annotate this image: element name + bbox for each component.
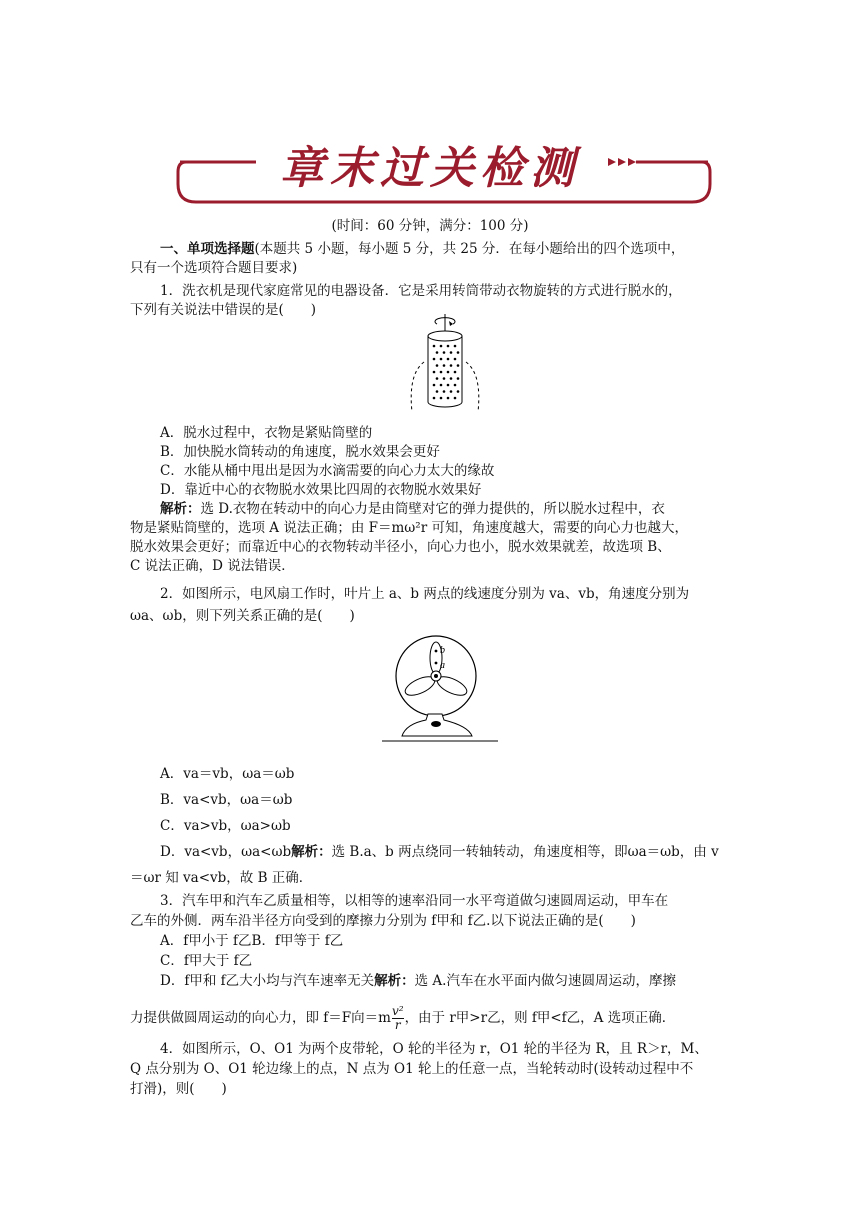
q2-analysis-label: 解析： <box>291 844 332 860</box>
q3-analysis-a: 选 A.汽车在水平面内做匀速圆周运动，摩擦 <box>414 973 676 989</box>
drum-hole <box>433 371 436 374</box>
drum-hole <box>454 384 457 387</box>
fan-label-b: b <box>440 645 445 656</box>
q4-stem-a: 4．如图所示，O、O1 为两个皮带轮，O 轮的半径为 r，O1 轮的半径为 R，且 R＞r，M、 <box>160 1041 708 1057</box>
q1-stem-a: 1．洗衣机是现代家庭常见的电器设备．它是采用转筒带动衣物旋转的方式进行脱水的， <box>160 283 682 299</box>
q3-formula-num: v² <box>391 1004 404 1018</box>
q3-option-d: D．f甲和 f乙大小均与汽车速率无关 <box>160 973 375 989</box>
q3-analysis-label: 解析： <box>374 973 415 989</box>
drum-hole <box>440 397 443 400</box>
q1-analysis-d: C 说法正确，D 说法错误． <box>130 558 295 574</box>
q3-option-ab: A．f甲小于 f乙B．f甲等于 f乙 <box>160 933 344 949</box>
q3-formula-den: r <box>394 1018 401 1032</box>
drum-hole <box>450 351 453 354</box>
q2-option-a: A．va＝vb，ωa＝ωb <box>160 766 295 782</box>
section-intro-b: 只有一个选项符合题目要求) <box>130 260 298 276</box>
section-heading: 一、单项选择题 <box>160 241 255 257</box>
page-title: 章末过关检测 <box>280 143 580 194</box>
drum-hole <box>447 358 450 361</box>
q3-analysis-c: ，由于 r甲>r乙，则 f甲<f乙，A 选项正确． <box>404 1010 676 1026</box>
q2-option-b: B．va<vb，ωa＝ωb <box>160 792 293 808</box>
drum-hole <box>457 377 460 380</box>
section-intro <box>160 240 684 259</box>
drum-hole <box>443 377 446 380</box>
drum-hole <box>447 397 450 400</box>
drum-hole <box>450 390 453 393</box>
q2-option-d-analysis <box>160 843 719 862</box>
q1-option-a: A．脱水过程中，衣物是紧贴筒壁的 <box>160 425 373 441</box>
fan-figure <box>380 630 500 746</box>
q1-analysis-b: 物是紧贴筒壁的，选项 A 说法正确；由 F＝mω²r 可知，角速度越大，需要的向心力也越大， <box>130 520 688 536</box>
drum-hole <box>440 384 443 387</box>
drum-hole <box>440 371 443 374</box>
drum-hole <box>436 390 439 393</box>
drum-hole <box>436 351 439 354</box>
drum-hole <box>443 351 446 354</box>
q2-option-d: D．va<vb，ωa<ωb <box>160 844 292 860</box>
q2-analysis-a: 选 B.a、b 两点绕同一转轴转动，角速度相等，即ωa＝ωb，由 v <box>331 844 719 860</box>
fan-label-a: a <box>440 660 445 671</box>
q3-stem-a: 3．汽车甲和汽车乙质量相等，以相等的速率沿同一水平弯道做匀速圆周运动，甲车在 <box>160 893 669 909</box>
q2-option-c: C．va>vb，ωa>ωb <box>160 818 291 834</box>
drum-hole <box>440 345 443 348</box>
drum-hole <box>447 384 450 387</box>
q1-analysis <box>160 500 665 519</box>
q1-stem-b: 下列有关说法中错误的是( ) <box>130 302 317 318</box>
q1-option-d: D．靠近中心的衣物脱水效果比四周的衣物脱水效果好 <box>160 482 482 498</box>
q1-analysis-label: 解析： <box>160 501 201 517</box>
q3-stem-b: 乙车的外侧．两车沿半径方向受到的摩擦力分别为 f甲和 f乙.以下说法正确的是( ) <box>130 913 636 929</box>
drum-hole <box>436 364 439 367</box>
drum-hole <box>433 358 436 361</box>
q2-stem-a: 2．如图所示，电风扇工作时，叶片上 a、b 两点的线速度分别为 va、vb，角速度分别为 <box>160 586 690 602</box>
drum-hole <box>454 345 457 348</box>
q1-option-c: C．水能从桶中甩出是因为水滴需要的向心力太大的缘故 <box>160 463 495 479</box>
drum-hole <box>454 397 457 400</box>
drum-hole <box>450 377 453 380</box>
drum-hole <box>447 345 450 348</box>
q3-formula <box>392 1005 404 1032</box>
q4-stem-b: Q 点分别为 O、O1 轮边缘上的点，N 点为 O1 轮上的任意一点，当轮转动时(设转动过程中不 <box>130 1061 694 1077</box>
drum-hole <box>433 397 436 400</box>
q3-analysis-b: 力提供做圆周运动的向心力，即 f＝F向＝m <box>130 1010 391 1026</box>
q1-analysis-a: 选 D.衣物在转动中的向心力是由筒壁对它的弹力提供的，所以脱水过程中，衣 <box>200 501 665 517</box>
q3-analysis-b-line <box>130 1005 675 1032</box>
drum-hole <box>436 377 439 380</box>
q3-option-d-analysis <box>160 972 676 991</box>
drum-hole <box>443 390 446 393</box>
drum-hole <box>454 371 457 374</box>
drum-hole <box>447 371 450 374</box>
drum-hole <box>433 345 436 348</box>
drum-hole <box>457 351 460 354</box>
drum-hole <box>433 384 436 387</box>
q1-option-b: B．加快脱水筒转动的角速度，脱水效果会更好 <box>160 444 440 460</box>
exam-meta: (时间：60 分钟，满分：100 分) <box>331 218 529 234</box>
drum-hole <box>450 364 453 367</box>
q2-analysis-b: ＝ωr 知 va<vb，故 B 正确． <box>130 870 313 886</box>
q1-analysis-c: 脱水效果会更好；而靠近中心的衣物转动半径小，向心力也小，脱水效果就差，故选项 B、 <box>130 539 671 555</box>
drum-hole <box>454 358 457 361</box>
drum-hole <box>443 364 446 367</box>
q3-option-c: C．f甲大于 f乙 <box>160 953 253 969</box>
drum-hole <box>457 364 460 367</box>
q2-stem-b: ωa、ωb，则下列关系正确的是( ) <box>130 608 355 624</box>
section-intro-a: (本题共 5 小题，每小题 5 分，共 25 分．在每小题给出的四个选项中， <box>254 241 685 257</box>
drum-hole <box>440 358 443 361</box>
drum-hole <box>457 390 460 393</box>
spin-dryer-figure <box>400 312 490 416</box>
q4-stem-c: 打滑)，则( ) <box>130 1081 227 1097</box>
